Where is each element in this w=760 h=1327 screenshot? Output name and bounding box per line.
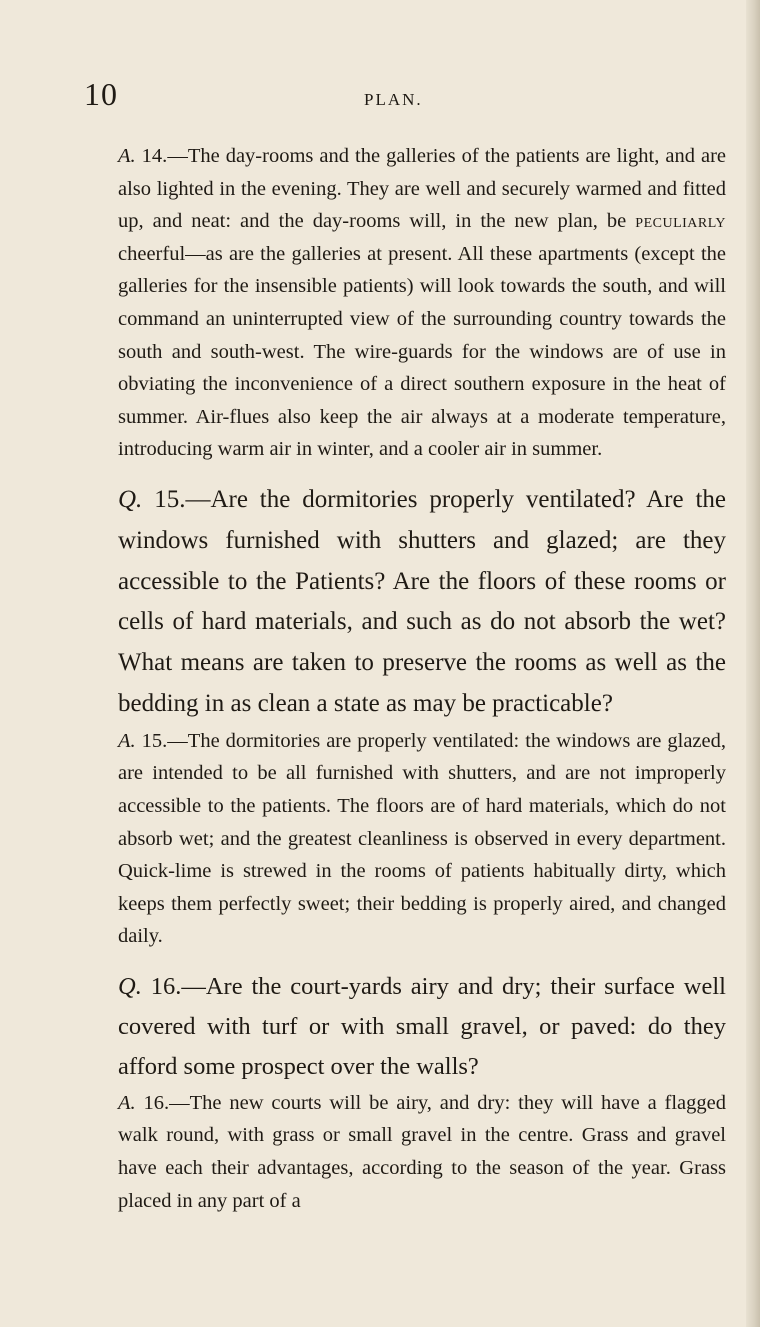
running-head: PLAN. (364, 90, 423, 109)
answer-label: A. (118, 1091, 136, 1114)
page-header (0, 0, 760, 110)
answer-14-paragraph (118, 140, 726, 466)
answer-14-text-after: cheerful—as are the galleries at present. All these apartments (except the galleries for the insensible patients) will look towards the south, and will command an uninterrupted view of the surrounding country towards the south and south-west. The wire-guards for the windows are of use in obviating the inconvenience of a direct southern exposure in the heat of summer. Air-flues also keep the air always at a moderate temperature, introducing warm air in winter, and a cooler air in summer. (118, 242, 726, 461)
question-16-text: 16.—Are the court-yards airy and dry; their surface well covered with turf or with small gravel, or paved: do they afford some prospect over the walls? (118, 972, 726, 1080)
question-label: Q. (118, 972, 142, 1000)
answer-14-text-before: —The day-rooms and the galleries of the patients are light, and are also lighted in the evening. They are well and securely warmed and fitted up, and neat: and the day-rooms will, in the new plan, be (118, 145, 726, 233)
page-number: 10 (84, 76, 118, 112)
answer-14-emphasis: peculiarly (635, 210, 726, 233)
answer-16-text: 16.—The new courts will be airy, and dry: they will have a flagged walk round, with grass or small gravel in the centre. Grass and gravel have each their advantages, according to the season of the year. Grass placed in any part of a (118, 1091, 726, 1212)
answer-14-number: 14. (135, 145, 168, 167)
question-15-text: 15.—Are the dormitories properly ventilated? Are the windows furnished with shutters and glazed; are they accessible to the Patients? Are the floors of these rooms or cells of hard materials, and such as do not absorb the wet? What means are taken to preserve the rooms as well as the bedding in as clean a state as may be practicable? (118, 485, 726, 717)
answer-label: A. (118, 145, 136, 167)
answer-15-text: 15.—The dormitories are properly ventilated: the windows are glazed, are intended to be all furnished with shutters, and are not improperly accessible to the patients. The floors are of hard materials, which do not absorb wet; and the greatest cleanliness is observed in every department. Quick-lime is strewed in the rooms of patients habitually dirty, which keeps them perfectly sweet; their bedding is properly aired, and changed daily. (118, 729, 726, 948)
answer-16-paragraph (118, 1087, 726, 1217)
question-16-paragraph (118, 967, 726, 1087)
question-label: Q. (118, 485, 143, 513)
question-15-paragraph (118, 480, 726, 725)
answer-label: A. (118, 729, 136, 752)
answer-15-paragraph (118, 725, 726, 953)
page-body (118, 140, 726, 1217)
page-edge-shadow (746, 0, 760, 1327)
